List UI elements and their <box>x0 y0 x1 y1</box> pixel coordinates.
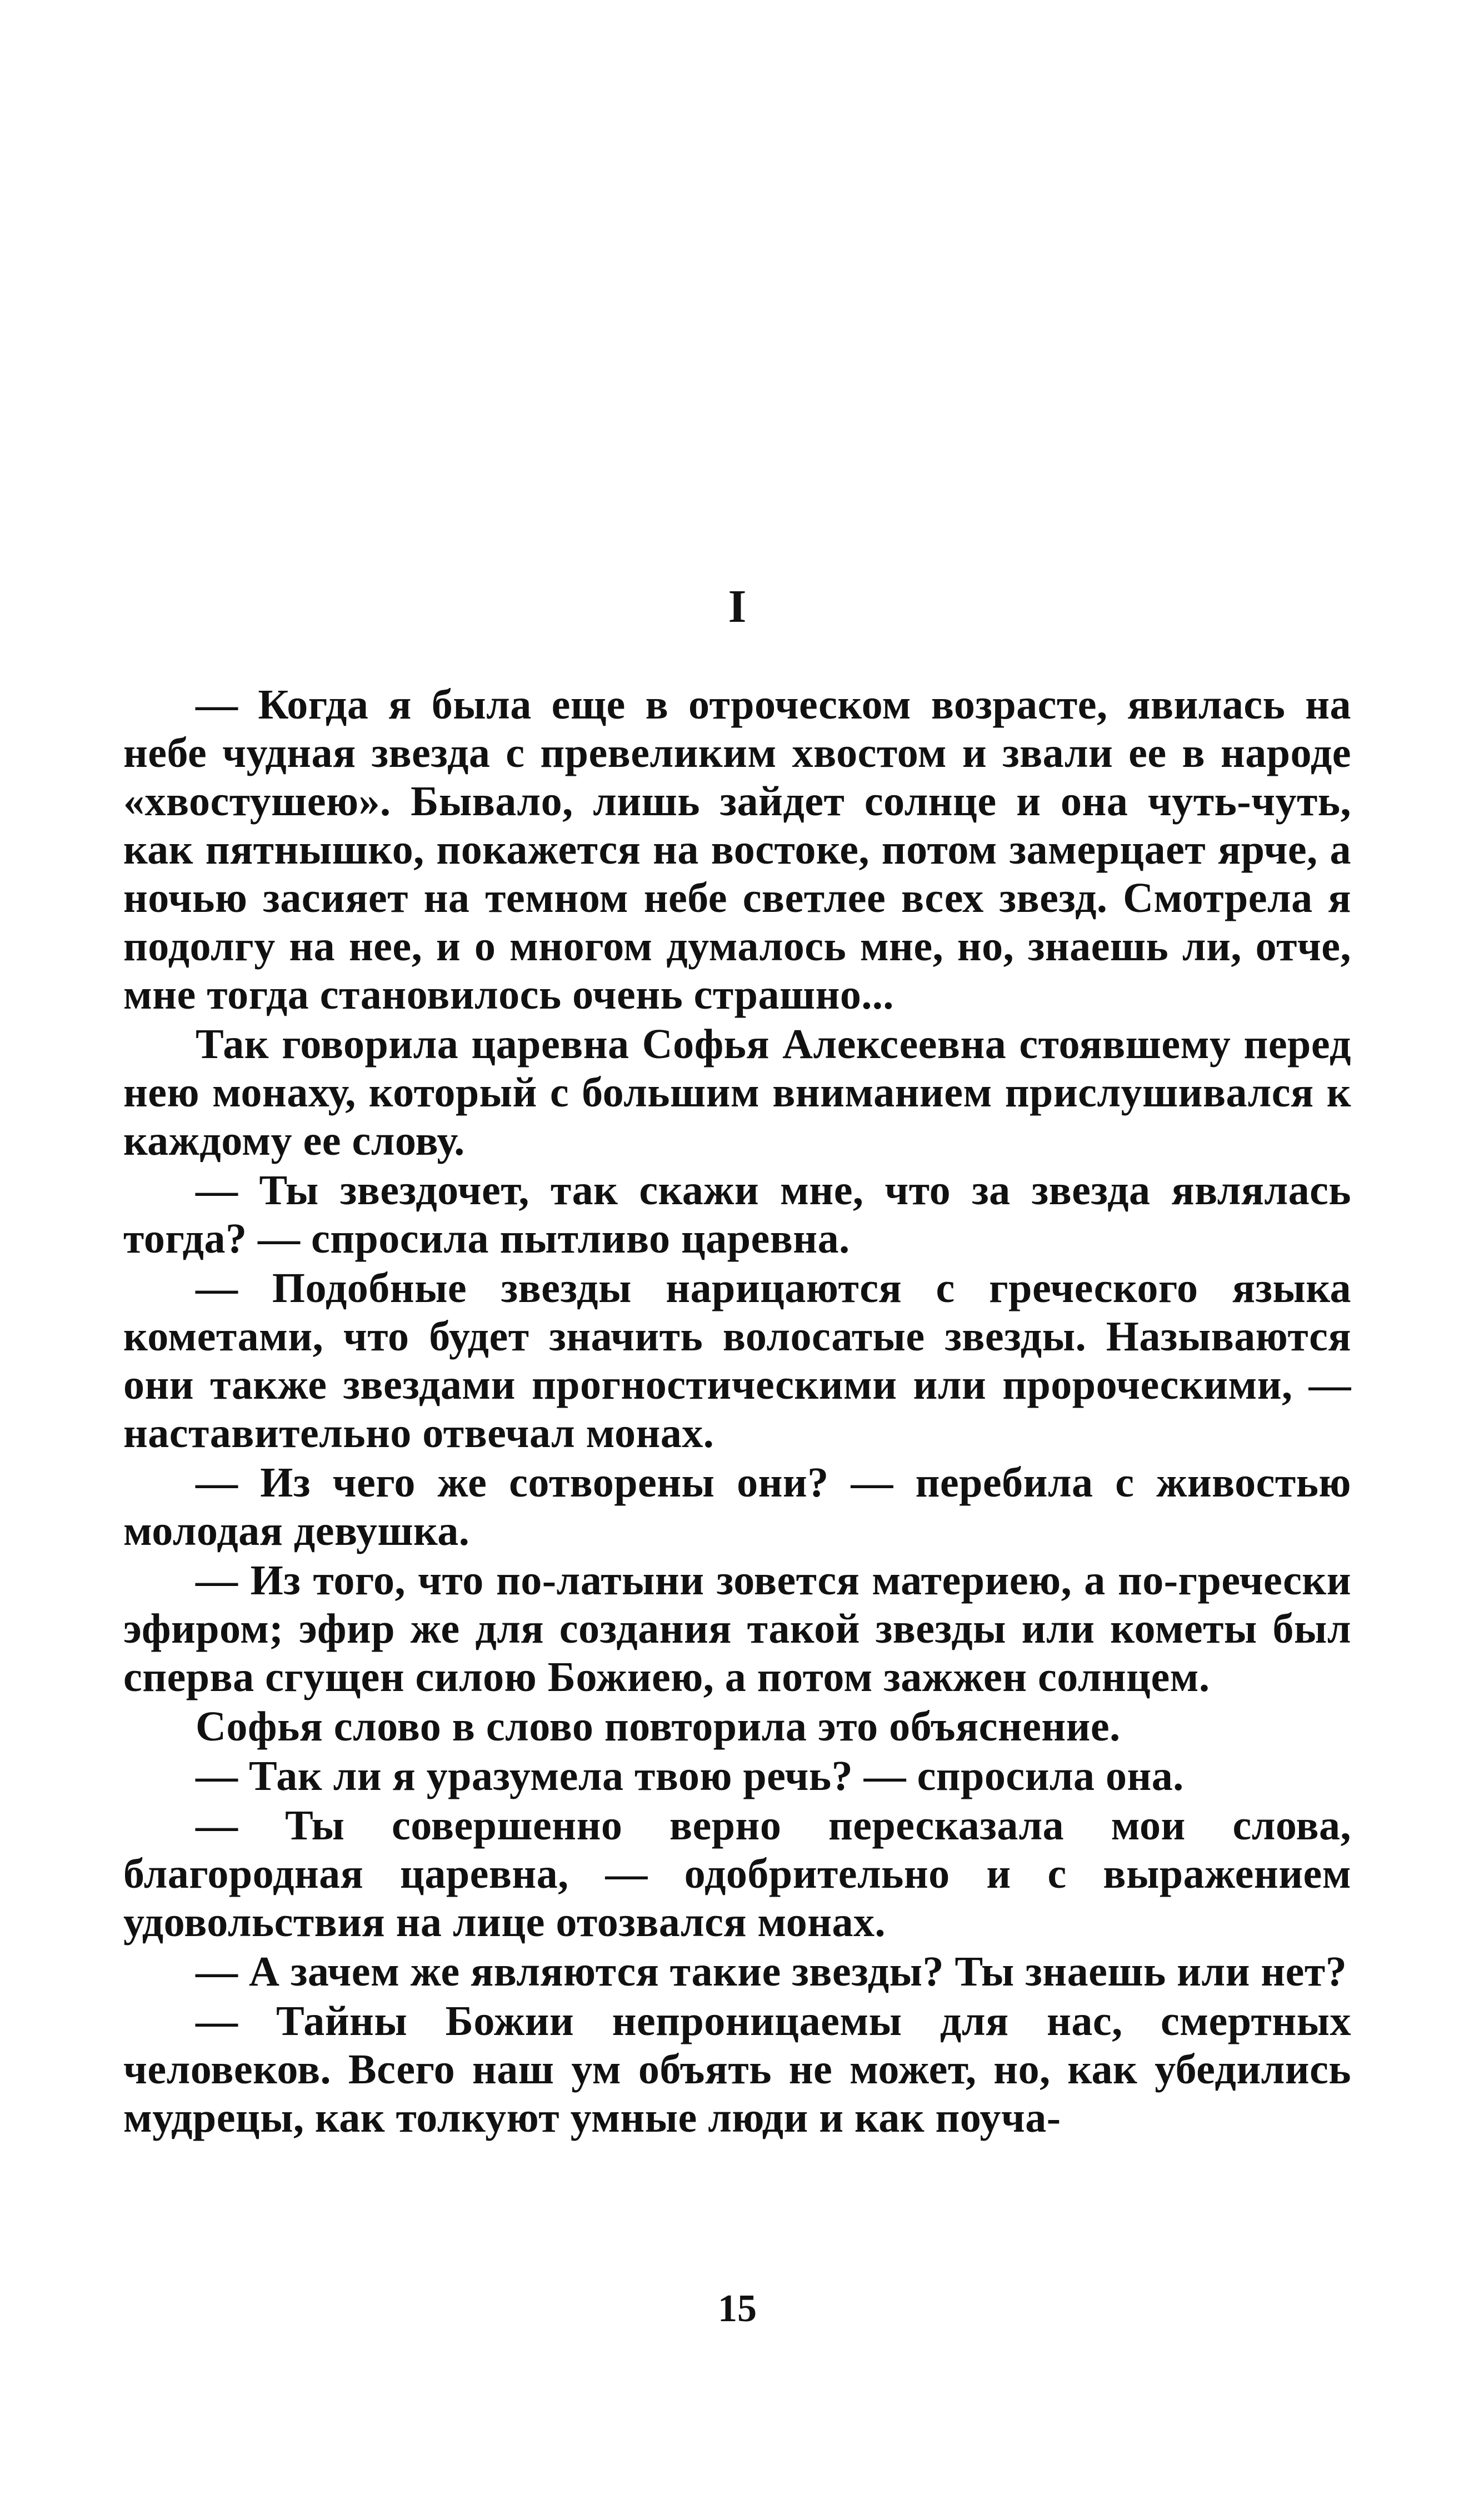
book-page <box>123 0 1351 2509</box>
paragraph: — Из чего же сотворены они? — перебила с живостью молодая девушка. <box>123 1459 1351 1554</box>
paragraph: — А зачем же являются такие звезды? Ты знаешь или нет? <box>196 1948 1347 1995</box>
paragraph: Софья слово в слово повторила это объяснение. <box>196 1703 1121 1750</box>
paragraph: — Из того, что по-латыни зовется материею, а по-гречески эфиром; эфир же для создания такой звезды или кометы был сперва сгущен силою Божиею, а потом зажжен солнцем. <box>123 1557 1351 1700</box>
chapter-heading: I <box>728 581 747 632</box>
page-number: 15 <box>718 2287 757 2330</box>
paragraph: — Подобные звезды нарицаются с греческого языка кометами, что будет значить волосатые звезды. Называются они также звездами прогностическими или пророческими, — наставительно отвечал монах. <box>123 1265 1351 1456</box>
paragraph: — Когда я была еще в отроческом возрасте, явилась на небе чудная звезда с превеликим хвостом и звали ее в народе «хвостушею». Бывало, лишь зайдет солнце и она чуть-чуть, как пятнышко, покажется на востоке, потом замерцает ярче, а ночью засияет на темном небе светлее всех звезд. Смотрела я подолгу на нее, и о многом думалось мне, но, знаешь ли, отче, мне тогда становилось очень страшно... <box>123 681 1351 1018</box>
paragraph: — Так ли я уразумела твою речь? — спросила она. <box>196 1753 1184 1799</box>
paragraph: — Ты совершенно верно пересказала мои слова, благородная царевна, — одобрительно и с выражением удовольствия на лице отозвался монах. <box>123 1802 1351 1946</box>
text-body <box>123 681 1351 2143</box>
paragraph: Так говорила царевна Софья Алексеевна стоявшему перед нею монаху, который с большим вниманием прислушивался к каждому ее слову. <box>123 1021 1351 1164</box>
paragraph: — Ты звездочет, так скажи мне, что за звезда являлась тогда? — спросила пытливо царевна. <box>123 1167 1351 1262</box>
paragraph: — Тайны Божии непроницаемы для нас, смертных человеков. Всего наш ум объять не может, но, как убедились мудрецы, как толкуют умные люди и как поуча- <box>123 1998 1351 2141</box>
